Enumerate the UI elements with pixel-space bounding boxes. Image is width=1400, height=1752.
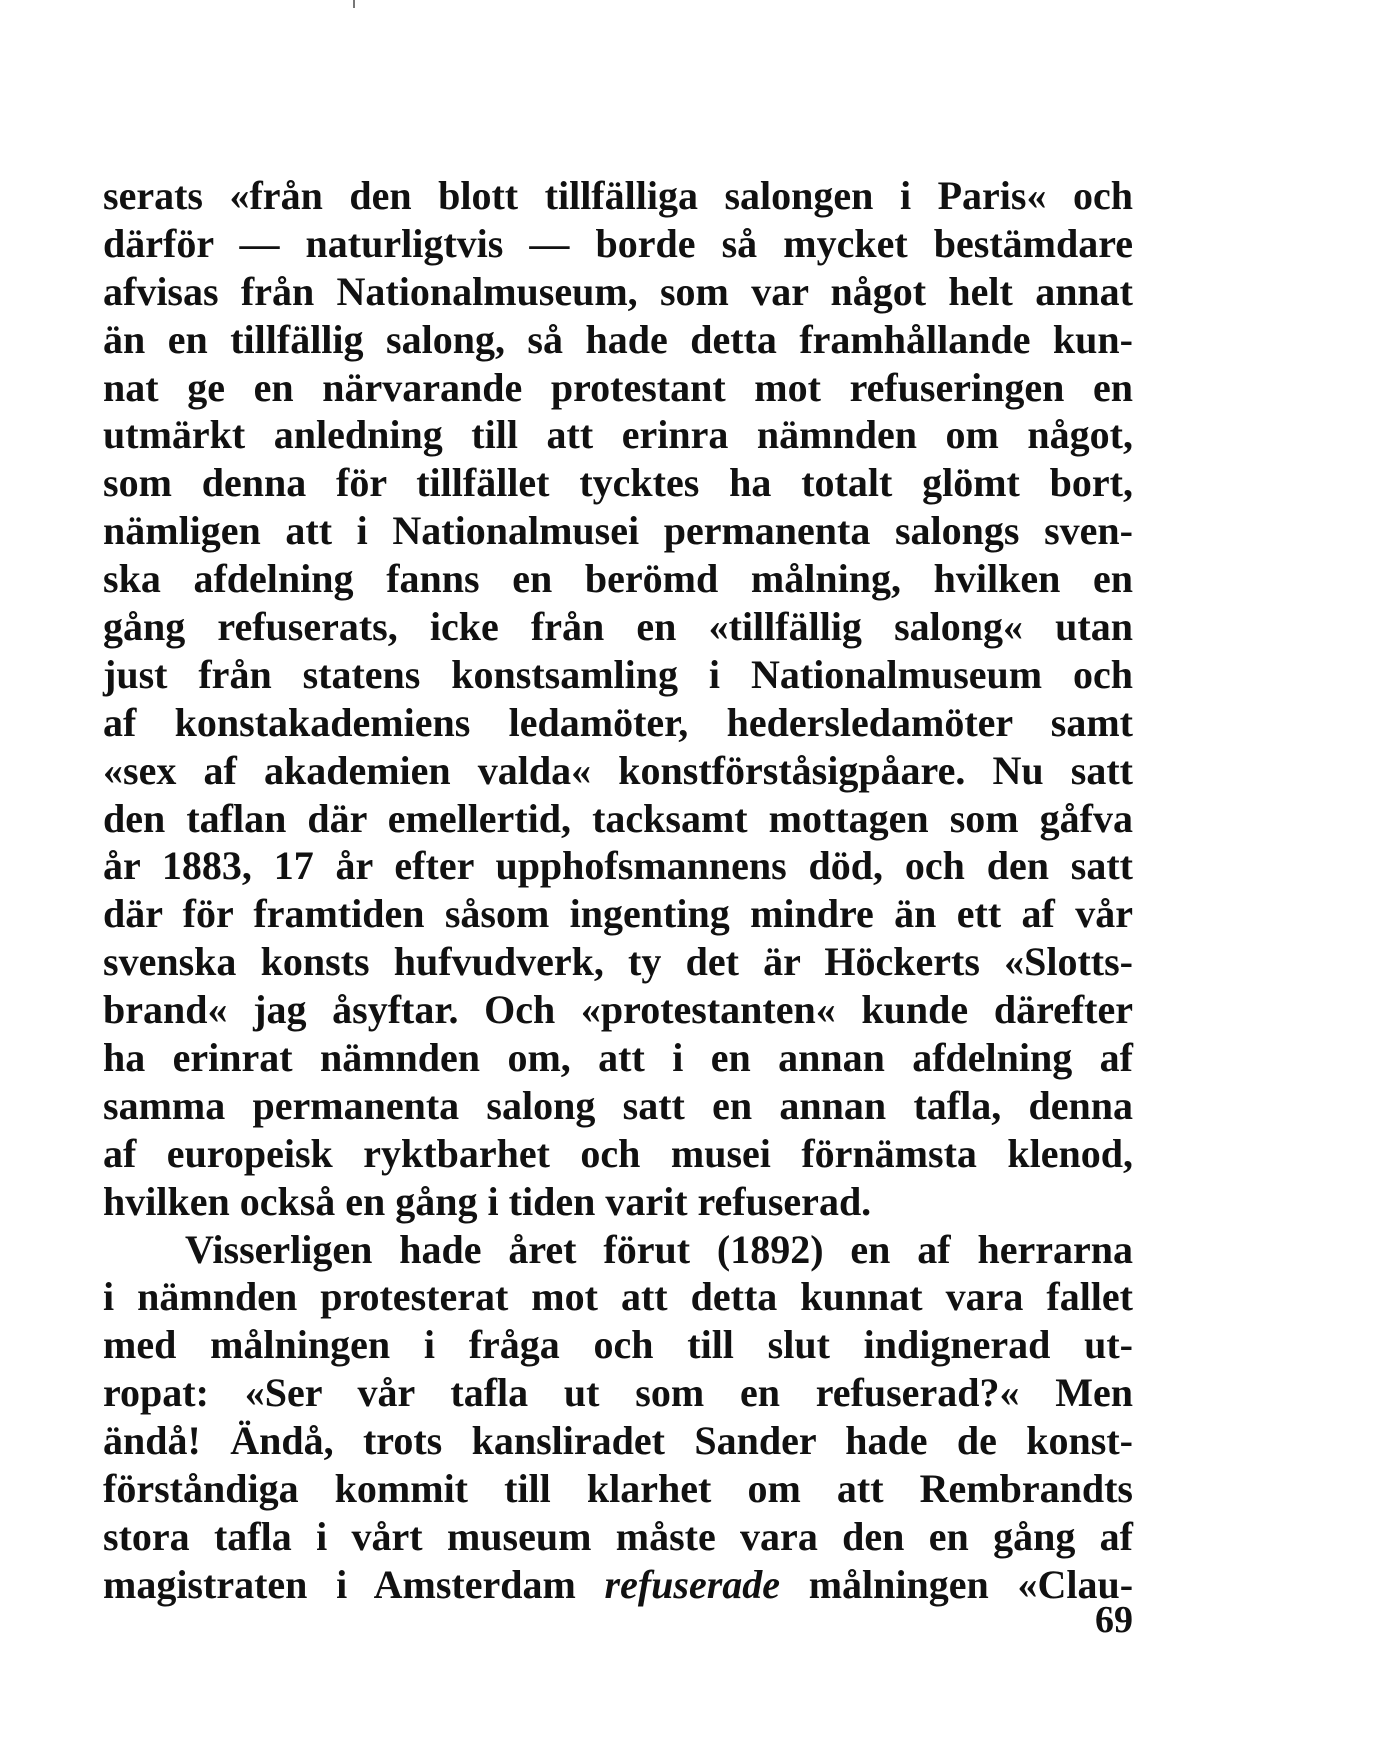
text-line-30-after: målningen «Clau- bbox=[780, 1561, 1134, 1607]
text-line-5: nat ge en närvarande protestant mot refuseringen en bbox=[103, 364, 1133, 410]
text-line-30 bbox=[103, 1561, 1133, 1609]
text-line-15: år 1883, 17 år efter upphofsmannens död, och den satt bbox=[103, 843, 1133, 889]
scan-mark bbox=[353, 0, 355, 8]
text-line-27: ändå! Ändå, trots kansliradet Sander hade de konst- bbox=[103, 1418, 1133, 1464]
text-line-14: den taflan där emellertid, tacksamt mottagen som gåfva bbox=[103, 795, 1133, 841]
text-line-13: «sex af akademien valda« konstförståsigpåare. Nu satt bbox=[103, 747, 1133, 793]
text-line-3: afvisas från Nationalmuseum, som var något helt annat bbox=[103, 268, 1133, 314]
text-line-28: förståndiga kommit till klarhet om att Rembrandts bbox=[103, 1466, 1133, 1512]
text-line-10: gång refuserats, icke från en «tillfällig salong« utan bbox=[103, 604, 1133, 650]
text-line-12: af konstakademiens ledamöter, hedersledamöter samt bbox=[103, 699, 1133, 745]
text-line-29: stora tafla i vårt museum måste vara den en gång af bbox=[103, 1513, 1133, 1559]
text-line-17: svenska konsts hufvudverk, ty det är Höckerts «Slotts- bbox=[103, 939, 1133, 985]
text-line-26: ropat: «Ser vår tafla ut som en refuserad?« Men bbox=[103, 1370, 1133, 1416]
text-line-24: i nämnden protesterat mot att detta kunnat vara fallet bbox=[103, 1274, 1133, 1320]
text-line-4: än en tillfällig salong, så hade detta framhållande kun- bbox=[103, 316, 1133, 362]
text-line-20: samma permanenta salong satt en annan tafla, denna bbox=[103, 1082, 1133, 1128]
text-line-2: därför — naturligtvis — borde så mycket bestämdare bbox=[103, 220, 1133, 266]
text-line-6: utmärkt anledning till att erinra nämnden om något, bbox=[103, 412, 1133, 458]
text-line-21: af europeisk ryktbarhet och musei förnämsta klenod, bbox=[103, 1130, 1133, 1176]
text-line-25: med målningen i fråga och till slut indignerad ut- bbox=[103, 1322, 1133, 1368]
page-number: 69 bbox=[1095, 1599, 1133, 1641]
text-line-30-italic: refuserade bbox=[604, 1561, 781, 1607]
text-line-1: serats «från den blott tillfälliga salongen i Paris« och bbox=[103, 173, 1133, 218]
text-line-22: hvilken också en gång i tiden varit refuserad. bbox=[103, 1178, 872, 1224]
text-line-8: nämligen att i Nationalmusei permanenta salongs sven- bbox=[103, 508, 1133, 554]
text-line-19: ha erinrat nämnden om, att i en annan afdelning af bbox=[103, 1035, 1133, 1081]
text-line-30-before: magistraten i Amsterdam bbox=[103, 1561, 605, 1607]
text-line-23: Visserligen hade året förut (1892) en af herrarna bbox=[185, 1226, 1133, 1272]
body-text bbox=[103, 172, 1133, 1609]
text-line-18: brand« jag åsyftar. Och «protestanten« kunde därefter bbox=[103, 987, 1133, 1033]
text-line-16: där för framtiden såsom ingenting mindre än ett af vår bbox=[103, 891, 1133, 937]
text-line-11: just från statens konstsamling i Nationalmuseum och bbox=[103, 651, 1133, 697]
text-line-7: som denna för tillfället tycktes ha totalt glömt bort, bbox=[103, 460, 1133, 506]
text-line-9: ska afdelning fanns en berömd målning, hvilken en bbox=[103, 556, 1133, 602]
